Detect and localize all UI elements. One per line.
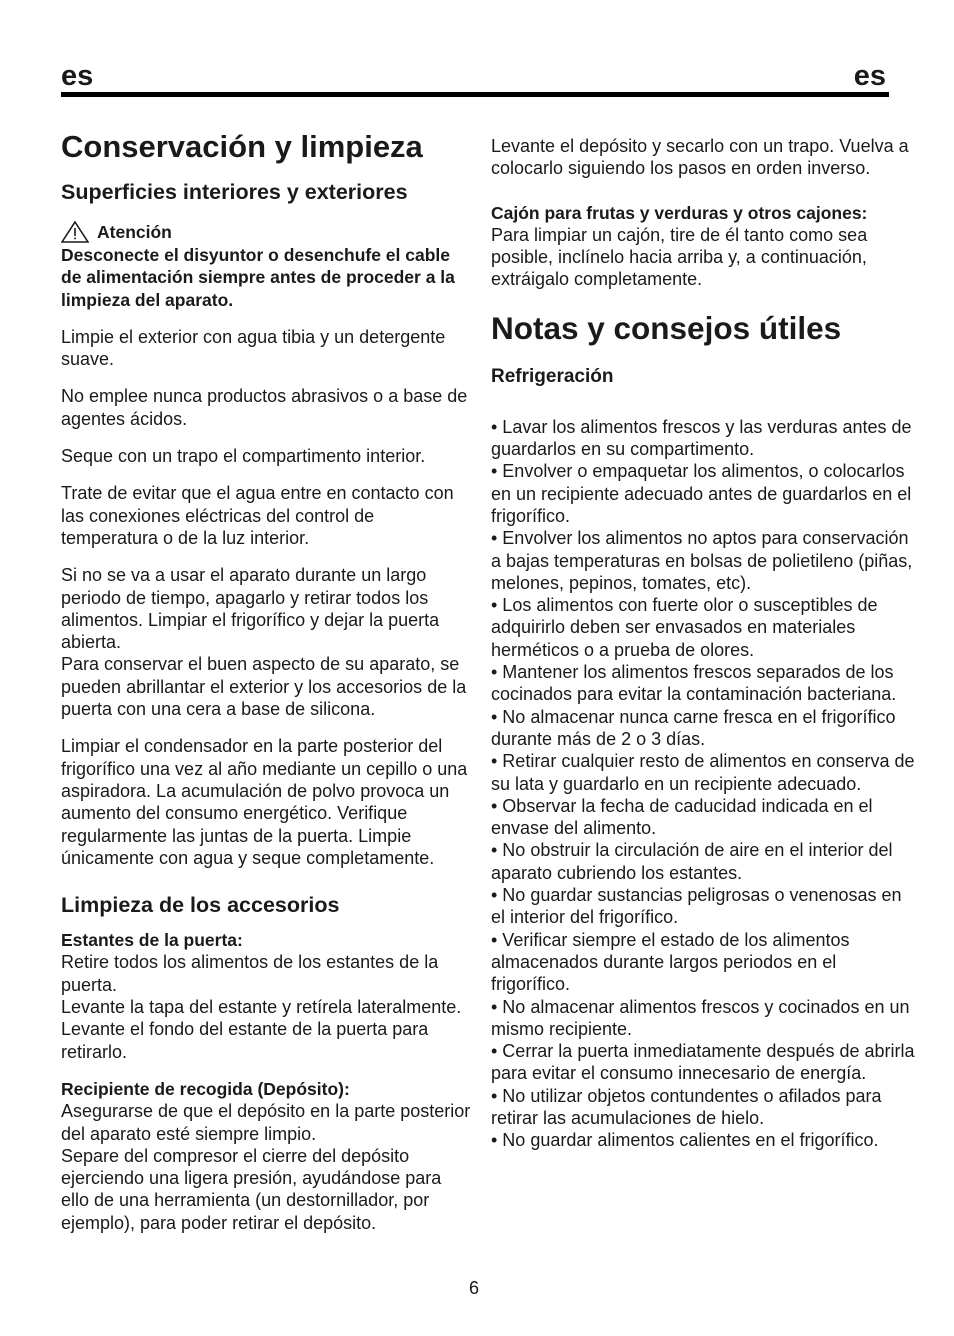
list-item: • Mantener los alimentos frescos separados de los cocinados para evitar la contaminación bacteriana. bbox=[491, 662, 897, 705]
paragraph: Limpiar el condensador en la parte posterior del frigorífico una vez al año mediante un cepillo o una aspiradora. La acumulación de polvo provoca un aumento del consumo energético. Verifique regularmente las juntas de la puerta. Limpie únicamente con agua y seque completamente. bbox=[61, 736, 468, 868]
section-title-tips: Notas y consejos útiles bbox=[491, 309, 842, 346]
shelves-title: Estantes de la puerta: bbox=[61, 930, 243, 951]
page-number: 6 bbox=[469, 1278, 480, 1298]
list-item: • Verificar siempre el estado de los alimentos almacenados durante largos periodos en el frigorífico. bbox=[491, 929, 850, 995]
list-item: • No obstruir la circulación de aire en el interior del aparato cubriendo los estantes. bbox=[491, 840, 893, 883]
paragraph: Para conservar el buen aspecto de su aparato, se pueden abrillantar el exterior y los accesorios de la puerta con una cera a base de silicona. bbox=[61, 654, 467, 720]
paragraph: Seque con un trapo el compartimento interior. bbox=[61, 446, 426, 467]
warning-label: Atención bbox=[97, 222, 172, 242]
list-item: • Envolver o empaquetar los alimentos, o colocarlos en un recipiente adecuado antes de guardarlos en el frigorífico. bbox=[491, 461, 912, 526]
list-item: • No utilizar objetos contundentes o afilados para retirar las acumulaciones de hielo. bbox=[491, 1085, 882, 1128]
list-item: • Envolver los alimentos no aptos para conservación a bajas temperaturas en bolsas de polietileno (piñas, melones, pepinos, tomates, etc). bbox=[491, 528, 913, 593]
language-code-right: es bbox=[853, 60, 886, 92]
list-item: • No almacenar nunca carne fresca en el frigorífico durante más de 2 o 3 días. bbox=[491, 706, 896, 749]
warning-heading bbox=[61, 220, 473, 244]
list-item: • No guardar alimentos calientes en el frigorífico. bbox=[491, 1130, 879, 1151]
tips-list bbox=[491, 416, 916, 1152]
section-title-cleaning: Conservación y limpieza bbox=[61, 129, 423, 164]
list-item: • Observar la fecha de caducidad indicada en el envase del alimento. bbox=[491, 795, 873, 839]
paragraph: Levante la tapa del estante y retírela lateralmente. bbox=[61, 997, 462, 1018]
paragraph: Asegurarse de que el depósito en la parte posterior del aparato esté siempre limpio. bbox=[61, 1101, 471, 1144]
paragraph: Retire todos los alimentos de los estantes de la puerta. bbox=[61, 952, 439, 995]
list-item: • Lavar los alimentos frescos y las verduras antes de guardarlos en su compartimento. bbox=[491, 416, 912, 460]
left-column bbox=[61, 128, 473, 1234]
subsection-title-refrigeration: Refrigeración bbox=[491, 365, 614, 387]
language-code-left: es bbox=[61, 60, 94, 92]
paragraph: Trate de evitar que el agua entre en contacto con las conexiones eléctricas del control de temperatura o de la luz interior. bbox=[61, 483, 454, 548]
warning-text: Desconecte el disyuntor o desenchufe el cable de alimentación siempre antes de proceder a la limpieza del aparato. bbox=[61, 245, 455, 310]
paragraph: Separe del compresor el cierre del depósito ejerciendo una ligera presión, ayudándose para ello de una herramienta (un destornillador, por ejemplo), para poder retirar el depósito. bbox=[61, 1145, 442, 1233]
list-item: • Los alimentos con fuerte olor o susceptibles de adquirirlo deben ser envasados en materiales herméticos o a prueba de olores. bbox=[491, 595, 878, 660]
paragraph: Levante el depósito y secarlo con un trapo. Vuelva a colocarlo siguiendo los pasos en orden inverso. bbox=[491, 136, 909, 179]
drawer-title: Cajón para frutas y verduras y otros cajones: bbox=[491, 202, 868, 223]
paragraph: Limpie el exterior con agua tibia y un detergente suave. bbox=[61, 326, 446, 370]
paragraph: Para limpiar un cajón, tire de él tanto como sea posible, inclínelo hacia arriba y, a continuación, extráigalo completamente. bbox=[491, 224, 868, 290]
warning-box bbox=[61, 220, 473, 311]
list-item: • No almacenar alimentos frescos y cocinados en un mismo recipiente. bbox=[491, 996, 910, 1039]
warning-triangle-icon bbox=[61, 221, 89, 243]
subsection-title-surfaces: Superficies interiores y exteriores bbox=[61, 180, 408, 204]
paragraph: Si no se va a usar el aparato durante un largo periodo de tiempo, apagarlo y retirar todos los alimentos. Limpiar el frigorífico y dejar la puerta abierta. bbox=[61, 565, 440, 653]
list-item: • No guardar sustancias peligrosas o venenosas en el interior del frigorífico. bbox=[491, 885, 902, 928]
paragraph: No emplee nunca productos abrasivos o a base de agentes ácidos. bbox=[61, 386, 468, 429]
subsection-title-accessories: Limpieza de los accesorios bbox=[61, 893, 340, 918]
header-rule bbox=[61, 92, 889, 97]
right-column bbox=[491, 135, 916, 1152]
list-item: • Retirar cualquier resto de alimentos en conserva de su lata y guardarlo en un recipiente adecuado. bbox=[491, 751, 915, 794]
paragraph: Levante el fondo del estante de la puerta para retirarlo. bbox=[61, 1019, 429, 1062]
tray-title: Recipiente de recogida (Depósito): bbox=[61, 1078, 350, 1099]
list-item: • Cerrar la puerta inmediatamente después de abrirla para evitar el consumo innecesario de energía. bbox=[491, 1041, 915, 1084]
